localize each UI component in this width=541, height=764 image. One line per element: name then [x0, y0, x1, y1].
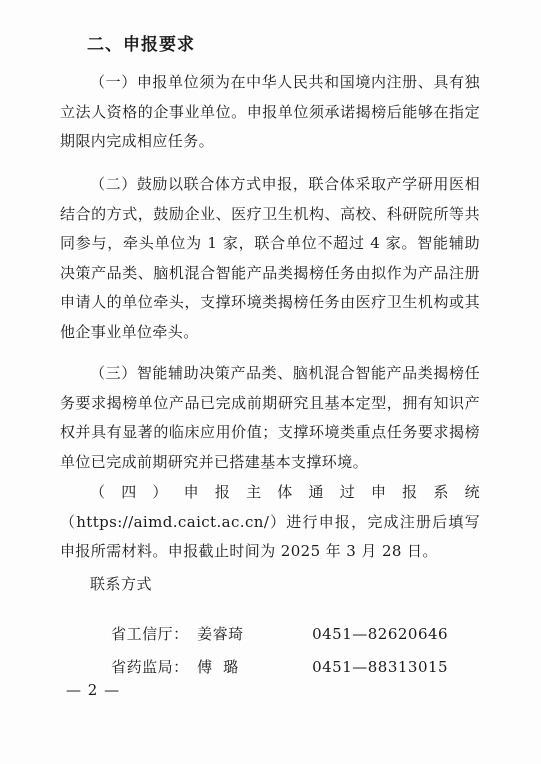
- contact-entry: [90, 638, 448, 695]
- contact-org: 省药监局：: [111, 658, 189, 676]
- contact-title: 联系方式: [90, 575, 153, 593]
- requirement-paragraph-1: （一）申报单位须为在中华人民共和国境内注册、具有独立法人资格的企事业单位。申报单位须承诺揭榜后能够在指定期限内完成相应任务。: [60, 73, 480, 150]
- page-number: — 2 —: [66, 681, 121, 699]
- contact-phone: 0451—82620646: [312, 625, 449, 643]
- section-heading: 二、申报要求: [87, 35, 195, 55]
- contact-name: 姜睿琦: [197, 625, 244, 643]
- contact-phone: 0451—88313015: [312, 658, 449, 676]
- requirement-paragraph-2: （二）鼓励以联合体方式申报，联合体采取产学研用医相结合的方式，鼓励企业、医疗卫生机构、高校、科研院所等共同参与，牵头单位为 1 家，联合单位不超过 4 家。智能辅助决策产品类、脑机混合智能产品类揭榜任务由拟作为产品注册申请人的单位牵头，支撑环境类揭榜任务由医疗卫生机构或其他企事业单位牵头。: [60, 175, 480, 341]
- contact-name: 傅 璐: [197, 658, 239, 676]
- requirement-paragraph-4: （四）申报主体通过申报系统（https://aimd.caict.ac.cn/）进行申报，完成注册后填写申报所需材料。申报截止时间为 2025 年 3 月 28 日。: [60, 483, 480, 560]
- contact-org: 省工信厅：: [111, 625, 189, 643]
- requirement-paragraph-3: （三）智能辅助决策产品类、脑机混合智能产品类揭榜任务要求揭榜单位产品已完成前期研究且基本定型，拥有知识产权并具有显著的临床应用价值；支撑环境类重点任务要求揭榜单位已完成前期研究并已搭建基本支撑环境。: [60, 364, 480, 471]
